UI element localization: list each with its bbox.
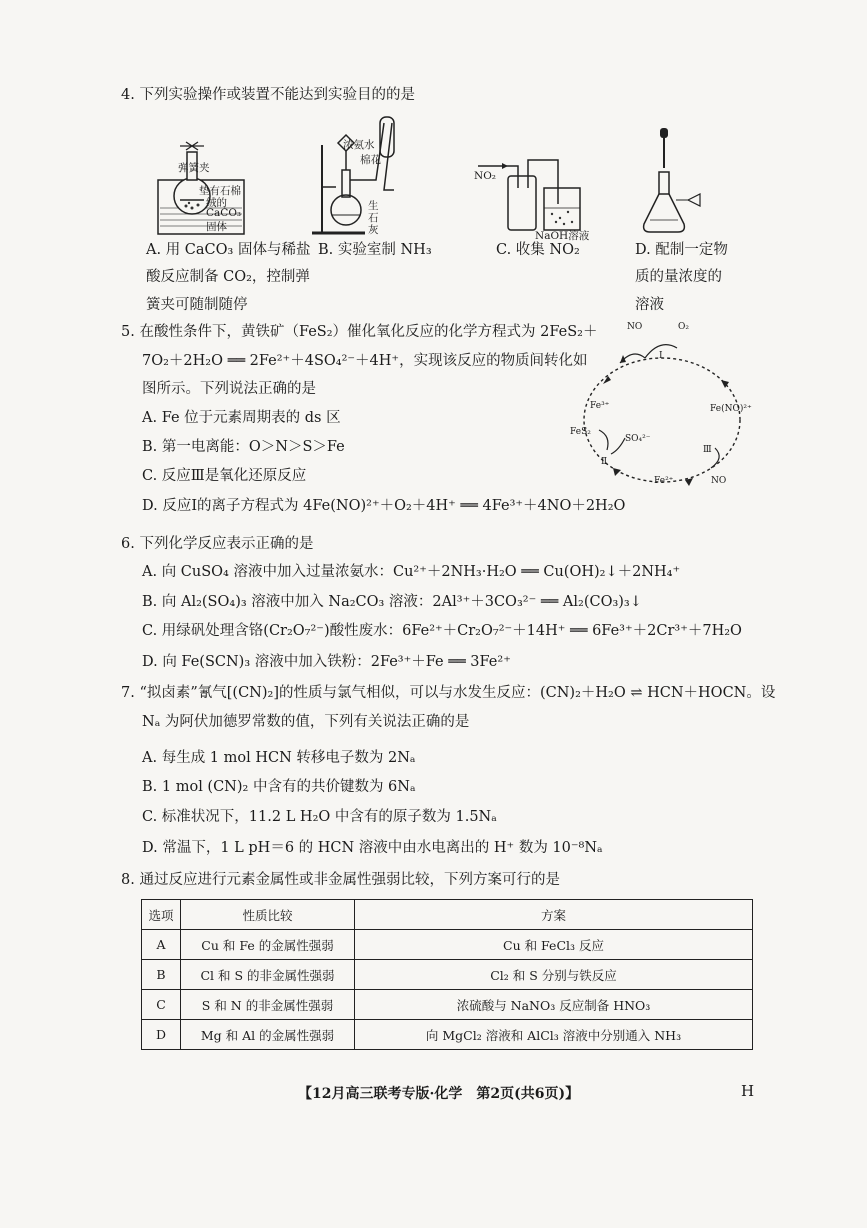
q4-d-line-2: 质的量浓度的 — [635, 269, 722, 285]
label-lime-2: 石 — [368, 212, 379, 224]
q6-option-b: B. 向 Al₂(SO₄)₃ 溶液中加入 Na₂CO₃ 溶液：2Al³⁺＋3CO₃²⁻ ══ Al₂(CO₃)₃↓ — [142, 594, 642, 610]
row-c-property: S 和 N 的非金属性强弱 — [181, 990, 355, 1020]
q7-option-a: A. 每生成 1 mol HCN 转移电子数为 2Nₐ — [142, 750, 416, 766]
apparatus-d-icon — [640, 128, 710, 238]
label-no2-inlet: NO₂ — [474, 170, 497, 182]
diagram-fe2: Fe²⁺ — [654, 476, 674, 486]
q6-stem: 6. 下列化学反应表示正确的是 — [121, 536, 314, 552]
q8-stem: 8. 通过反应进行元素金属性或非金属性强弱比较，下列方案可行的是 — [121, 872, 560, 888]
label-asbestos-1: 垫有石棉 — [199, 185, 241, 197]
row-a-plan: Cu 和 FeCl₃ 反应 — [355, 930, 753, 960]
q4-c-caption: C. 收集 NO₂ — [496, 242, 580, 258]
row-b-plan: Cl₂ 和 S 分别与铁反应 — [355, 960, 753, 990]
label-cotton: 棉花 — [360, 154, 381, 166]
label-ammonia-water: 浓氨水 — [343, 139, 375, 151]
q5-line-1: 5. 在酸性条件下，黄铁矿（FeS₂）催化氧化反应的化学方程式为 2FeS₂＋ — [121, 324, 598, 340]
q7-option-d: D. 常温下，1 L pH＝6 的 HCN 溶液中由水电离出的 H⁺ 数为 10⁻⁸Nₐ — [142, 840, 603, 856]
q6-option-c: C. 用绿矾处理含铬(Cr₂O₇²⁻)酸性废水：6Fe²⁺＋Cr₂O₇²⁻＋14H⁺ ══ 6Fe³⁺＋2Cr³⁺＋7H₂O — [142, 623, 742, 639]
q5-line-3: 图所示。下列说法正确的是 — [142, 381, 316, 397]
apparatus-b-icon — [310, 115, 420, 240]
q5-line-2: 7O₂＋2H₂O ══ 2Fe²⁺＋4SO₄²⁻＋4H⁺，实现该反应的物质间转化如 — [142, 353, 588, 369]
q5-option-d: D. 反应Ⅰ的离子方程式为 4Fe(NO)²⁺＋O₂＋4H⁺ ══ 4Fe³⁺＋4NO＋2H₂O — [142, 498, 626, 514]
q4-a-line-2: 酸反应制备 CO₂，控制弹 — [146, 269, 310, 285]
table-row — [142, 960, 753, 990]
paper-code: H — [741, 1082, 755, 1100]
label-lime-1: 生 — [368, 200, 379, 212]
diagram-no-top: NO — [627, 322, 643, 332]
table-row — [142, 990, 753, 1020]
row-d-plan: 向 MgCl₂ 溶液和 AlCl₃ 溶液中分别通入 NH₃ — [355, 1020, 753, 1050]
diagram-feno: Fe(NO)²⁺ — [710, 404, 752, 414]
row-a-property: Cu 和 Fe 的金属性强弱 — [181, 930, 355, 960]
diagram-fe3: Fe³⁺ — [590, 401, 610, 411]
page-footer: 【12月高三联考专版·化学 第2页(共6页)】 — [298, 1086, 580, 1102]
row-c-option: C — [142, 990, 181, 1020]
table-row — [142, 1020, 753, 1050]
q5-option-b: B. 第一电离能：O＞N＞S＞Fe — [142, 439, 345, 455]
table-row — [142, 930, 753, 960]
diagram-o2: O₂ — [678, 322, 689, 332]
label-lime-3: 灰 — [368, 224, 379, 236]
q4-d-line-1: D. 配制一定物 — [635, 242, 728, 258]
q4-stem: 4. 下列实验操作或装置不能达到实验目的的是 — [121, 87, 415, 103]
q8-options-table — [141, 899, 753, 1050]
q7-option-b: B. 1 mol (CN)₂ 中含有的共价键数为 6Nₐ — [142, 779, 416, 795]
label-caco3: CaCO₃ — [206, 207, 242, 219]
label-asbestos-2: 绒的 — [206, 197, 227, 209]
q6-option-a: A. 向 CuSO₄ 溶液中加入过量浓氨水：Cu²⁺＋2NH₃·H₂O ══ Cu(OH)₂↓＋2NH₄⁺ — [142, 564, 681, 580]
row-c-plan: 浓硫酸与 NaNO₃ 反应制备 HNO₃ — [355, 990, 753, 1020]
table-header-row — [142, 900, 753, 930]
label-naoh: NaOH溶液 — [535, 230, 590, 242]
diagram-reaction-3: Ⅲ — [703, 445, 712, 455]
diagram-fes2: FeS₂ — [570, 427, 591, 437]
label-spring-clip: 弹簧夹 — [178, 162, 210, 174]
header-property: 性质比较 — [181, 900, 355, 930]
diagram-reaction-1: Ⅰ — [659, 351, 663, 361]
q4-a-line-3: 簧夹可随制随停 — [146, 297, 248, 313]
q7-line-1: 7. “拟卤素”氰气[(CN)₂]的性质与氯气相似，可以与水发生反应：(CN)₂＋H₂O ⇌ HCN＋HOCN。设 — [121, 685, 776, 701]
q7-option-c: C. 标准状况下，11.2 L H₂O 中含有的原子数为 1.5Nₐ — [142, 809, 497, 825]
diagram-so4: SO₄²⁻ — [625, 434, 651, 444]
apparatus-c-icon — [478, 152, 588, 237]
header-option: 选项 — [142, 900, 181, 930]
q6-option-d: D. 向 Fe(SCN)₃ 溶液中加入铁粉：2Fe³⁺＋Fe ══ 3Fe²⁺ — [142, 654, 511, 670]
row-b-property: Cl 和 S 的非金属性强弱 — [181, 960, 355, 990]
q4-d-line-3: 溶液 — [635, 297, 664, 313]
q7-line-2: Nₐ 为阿伏加德罗常数的值，下列有关说法正确的是 — [142, 714, 470, 730]
row-a-option: A — [142, 930, 181, 960]
q5-option-a: A. Fe 位于元素周期表的 ds 区 — [142, 410, 341, 426]
row-b-option: B — [142, 960, 181, 990]
q4-b-caption: B. 实验室制 NH₃ — [318, 242, 432, 258]
q4-a-line-1: A. 用 CaCO₃ 固体与稀盐 — [146, 242, 311, 258]
diagram-no-bottom: NO — [711, 476, 727, 486]
q5-option-c: C. 反应Ⅲ是氧化还原反应 — [142, 468, 307, 484]
label-solid: 固体 — [206, 221, 227, 233]
row-d-property: Mg 和 Al 的金属性强弱 — [181, 1020, 355, 1050]
row-d-option: D — [142, 1020, 181, 1050]
header-plan: 方案 — [355, 900, 753, 930]
diagram-reaction-2: Ⅱ — [601, 457, 608, 467]
